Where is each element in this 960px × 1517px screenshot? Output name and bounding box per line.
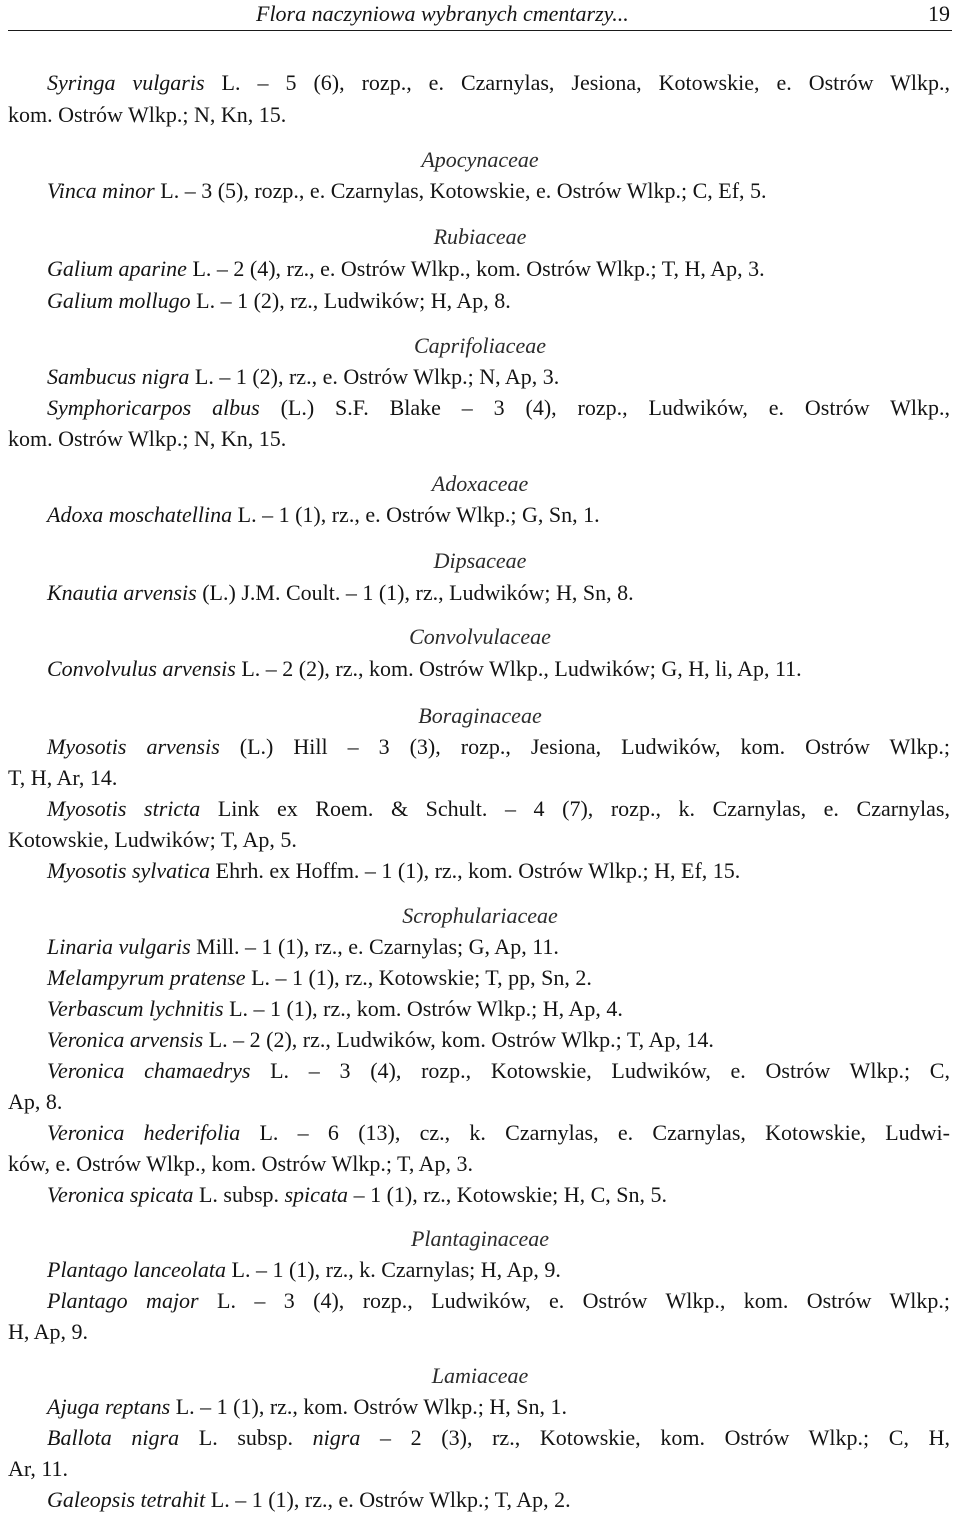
species-name: Galium mollugo [47, 288, 191, 313]
species-entry-ajuga [0, 1392, 960, 1422]
species-details: L. subsp. [193, 1182, 285, 1207]
family-name: Rubiaceae [433, 224, 527, 249]
species-name: Vinca minor [47, 178, 155, 203]
species-details: L. – 5 (6), rozp., e. Czarnylas, Jesiona, Kotowskie, e. Ostrów Wlkp., [204, 70, 950, 95]
species-details: L. – 1 (1), rz., e. Ostrów Wlkp.; G, Sn, 1. [232, 502, 600, 527]
family-heading [0, 469, 960, 499]
subspecies-name: spicata [284, 1182, 349, 1207]
species-details: Mill. – 1 (1), rz., e. Czarnylas; G, Ap, 11. [190, 934, 559, 959]
species-entry-continuation: ków, e. Ostrów Wlkp., kom. Ostrów Wlkp.; T, Ap, 3. [8, 1151, 474, 1176]
species-name: Veronica spicata [47, 1182, 194, 1207]
species-details: (L.) J.M. Coult. – 1 (1), rz., Ludwików; H, Sn, 8. [196, 580, 634, 605]
species-entry-galium-mollugo [0, 286, 960, 316]
subspecies-name: nigra [312, 1425, 361, 1450]
species-name: Plantago lanceolata [47, 1257, 227, 1282]
family-heading [0, 1224, 960, 1254]
family-name: Adoxaceae [431, 471, 529, 496]
running-title: Flora naczyniowa wybranych cmentarzy... [256, 1, 629, 26]
species-details: L. – 1 (1), rz., kom. Ostrów Wlkp.; H, Ap, 4. [223, 996, 623, 1021]
species-entry-continuation: kom. Ostrów Wlkp.; N, Kn, 15. [8, 426, 287, 451]
species-entry-continuation: H, Ap, 9. [8, 1319, 89, 1344]
species-entry-continuation: kom. Ostrów Wlkp.; N, Kn, 15. [8, 102, 287, 127]
species-details: (L.) S.F. Blake – 3 (4), rozp., Ludwików, e. Ostrów Wlkp., [259, 395, 950, 420]
species-entry-continuation: Ar, 11. [8, 1456, 69, 1481]
family-heading [0, 222, 960, 252]
species-name: Sambucus nigra [47, 364, 190, 389]
species-name: Verbascum lychnitis [47, 996, 224, 1021]
species-name: Ajuga reptans [47, 1394, 171, 1419]
species-entry-plantago-major [47, 1286, 950, 1316]
family-name: Plantaginaceae [410, 1226, 550, 1251]
species-name: Adoxa moschatellina [47, 502, 233, 527]
species-name: Galeopsis tetrahit [47, 1487, 206, 1512]
species-entry-continuation: Kotowskie, Ludwików; T, Ap, 5. [8, 827, 297, 852]
page-number: 19 [928, 1, 950, 26]
species-entry-melampyrum [0, 963, 960, 993]
species-name: Veronica arvensis [47, 1027, 204, 1052]
species-name: Veronica chamaedrys [47, 1058, 251, 1083]
species-name: Myosotis sylvatica [47, 858, 211, 883]
family-name: Apocynaceae [421, 147, 539, 172]
species-entry-veronica-hederifolia [47, 1118, 950, 1148]
species-details-cont: – 1 (1), rz., Kotowskie; H, C, Sn, 5. [348, 1182, 668, 1207]
family-name: Boraginaceae [418, 703, 542, 728]
species-details: L. – 1 (2), rz., Ludwików; H, Ap, 8. [190, 288, 511, 313]
species-entry-symphoricarpos [47, 393, 950, 423]
family-heading [0, 701, 960, 731]
species-details: L. – 1 (1), rz., kom. Ostrów Wlkp.; H, Sn, 1. [170, 1394, 568, 1419]
species-name: Myosotis stricta [47, 796, 201, 821]
species-name: Convolvulus arvensis [47, 656, 236, 681]
species-details: L. – 6 (13), cz., k. Czarnylas, e. Czarnylas, Kotowskie, Ludwi- [240, 1120, 950, 1145]
species-entry-syringa [47, 68, 950, 98]
species-entry-myosotis-arvensis [47, 732, 950, 762]
species-details: (L.) Hill – 3 (3), rozp., Jesiona, Ludwików, kom. Ostrów Wlkp.; [219, 734, 951, 759]
species-entry-continuation: T, H, Ar, 14. [8, 765, 118, 790]
species-entry-myosotis-stricta [47, 794, 950, 824]
family-heading [0, 145, 960, 175]
family-name: Scrophulariaceae [402, 903, 558, 928]
running-header [8, 0, 952, 31]
species-entry-galeopsis [0, 1485, 960, 1515]
species-entry-linaria [0, 932, 960, 962]
family-heading [0, 622, 960, 652]
species-name: Myosotis arvensis [47, 734, 220, 759]
species-details-cont: – 2 (3), rz., Kotowskie, kom. Ostrów Wlkp.; C, H, [360, 1425, 950, 1450]
family-heading [0, 546, 960, 576]
species-entry-adoxa [0, 500, 960, 530]
species-entry-verbascum [0, 994, 960, 1024]
species-details: L. – 2 (2), rz., Ludwików, kom. Ostrów Wlkp.; T, Ap, 14. [203, 1027, 714, 1052]
species-name: Veronica hederifolia [47, 1120, 241, 1145]
species-details: L. – 3 (4), rozp., Kotowskie, Ludwików, e. Ostrów Wlkp.; C, [250, 1058, 950, 1083]
family-name: Lamiaceae [431, 1363, 529, 1388]
species-details: L. – 1 (1), rz., e. Ostrów Wlkp.; T, Ap, 2. [205, 1487, 571, 1512]
species-name: Symphoricarpos albus [47, 395, 260, 420]
species-name: Melampyrum pratense [47, 965, 246, 990]
species-details: L. – 3 (5), rozp., e. Czarnylas, Kotowskie, e. Ostrów Wlkp.; C, Ef, 5. [154, 178, 767, 203]
family-name: Dipsaceae [433, 548, 527, 573]
species-details: Link ex Roem. & Schult. – 4 (7), rozp., k. Czarnylas, e. Czarnylas, [200, 796, 950, 821]
species-name: Linaria vulgaris [47, 934, 191, 959]
family-heading [0, 331, 960, 361]
species-entry-myosotis-sylvatica [0, 856, 960, 886]
species-name: Ballota nigra [47, 1425, 180, 1450]
species-details: L. – 3 (4), rozp., Ludwików, e. Ostrów Wlkp., kom. Ostrów Wlkp.; [198, 1288, 950, 1313]
family-heading [0, 1361, 960, 1391]
species-entry-veronica-arvensis [0, 1025, 960, 1055]
species-details: L. – 1 (2), rz., e. Ostrów Wlkp.; N, Ap, 3. [189, 364, 560, 389]
species-entry-continuation: Ap, 8. [8, 1089, 63, 1114]
species-entry-ballota [47, 1423, 950, 1453]
species-entry-convolvulus [0, 654, 960, 684]
species-name: Galium aparine [47, 256, 187, 281]
species-name: Knautia arvensis [47, 580, 197, 605]
species-entry-veronica-chamaedrys [47, 1056, 950, 1086]
species-entry-vinca [0, 176, 960, 206]
species-entry-knautia [0, 578, 960, 608]
species-name: Plantago major [47, 1288, 199, 1313]
family-name: Caprifoliaceae [414, 333, 546, 358]
species-entry-galium-aparine [0, 254, 960, 284]
species-entry-veronica-spicata [0, 1180, 960, 1210]
species-entry-sambucus [0, 362, 960, 392]
species-details: L. – 1 (1), rz., k. Czarnylas; H, Ap, 9. [226, 1257, 561, 1282]
species-details: Ehrh. ex Hoffm. – 1 (1), rz., kom. Ostrów Wlkp.; H, Ef, 15. [210, 858, 741, 883]
family-heading [0, 901, 960, 931]
species-details: L. – 2 (2), rz., kom. Ostrów Wlkp., Ludwików; G, H, li, Ap, 11. [235, 656, 802, 681]
species-details: L. – 2 (4), rz., e. Ostrów Wlkp., kom. Ostrów Wlkp.; T, H, Ap, 3. [186, 256, 765, 281]
species-details: L. – 1 (1), rz., Kotowskie; T, pp, Sn, 2. [245, 965, 592, 990]
species-name: Syringa vulgaris [47, 70, 205, 95]
species-details: L. subsp. [179, 1425, 313, 1450]
species-entry-plantago-lanceolata [0, 1255, 960, 1285]
family-name: Convolvulaceae [409, 624, 551, 649]
